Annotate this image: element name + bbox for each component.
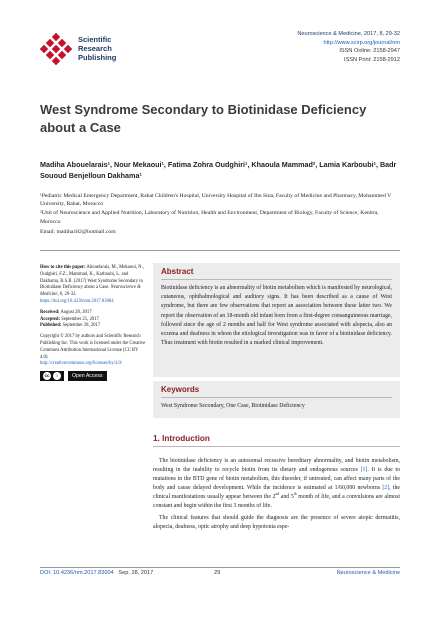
ordinal-superscript-2: th: [293, 492, 297, 497]
footer-doi[interactable]: DOI: 10.4236/nm.2017.83004: [40, 570, 114, 576]
ordinal-superscript-1: nd: [275, 492, 280, 497]
attribution-icon: i: [53, 372, 61, 380]
affiliation-1: ¹Pediatric Medical Emergency Department, Rabat Children's Hospital, University Hospital of Ibn Sina, Faculty of Medicine and Pharmacy, Mohammed V University, Rabat, Morocco: [40, 193, 392, 208]
affiliation-2: ²Unit of Neuroscience and Applied Nutrition, Laboratory of Nutrition, Health and Environment, Department of Biology, Faculty of Science, Kenitra, Morocco: [40, 210, 379, 225]
page-number: 29: [214, 570, 221, 576]
introduction-heading: 1. Introduction: [153, 434, 400, 447]
introduction-body: [153, 457, 400, 534]
keywords-box: [153, 381, 400, 418]
intro-text-1c: , the clinical manifestations usually appear between the 2: [153, 485, 401, 501]
publisher-name-line3: Publishing: [78, 53, 117, 62]
abstract-text: Biotinidase deficiency is an abnormality of biotin metabolism which is manifested by neurological, cutaneous, ophthalmological and auditory signs. It has been described as a cause of West syndrome, but there are few observations that report an association between these latter two. We report the observation of an 18-month old infant born from a first-degree consanguineous marriage, followed since the age of 2 months and half for West syndrome associated with alopecia, also an eczema and deafness in whom the etiological investigation was in favor of a biotinidase deficiency. Thus treatment with biotin resulted in a marked clinical improvement.: [161, 285, 392, 347]
copyright-text: Copyright © 2017 by authors and Scientific Research Publishing Inc. This work is licensed under the Creative Commons Attribution International License (CC BY 4.0).: [40, 334, 146, 360]
reference-link-2[interactable]: [2]: [382, 485, 390, 492]
publisher-name: [78, 35, 116, 62]
affiliations: [40, 192, 400, 237]
published-label: Published:: [40, 323, 62, 329]
title-divider: [40, 250, 400, 251]
received-date: August 28, 2017: [60, 309, 92, 315]
journal-url-link[interactable]: http://www.scirp.org/journal/nm: [323, 39, 400, 46]
publisher-name-line2: Research: [78, 44, 112, 53]
license-link[interactable]: http://creativecommons.org/licenses/by/4.0/: [40, 361, 123, 367]
citation-journal: Neuroscience & Medicine,: [40, 285, 141, 298]
footer-journal: Neuroscience & Medicine: [336, 570, 400, 576]
issn-online: ISSN Online: 2158-2947: [339, 48, 400, 55]
cc-icon: cc: [44, 373, 50, 379]
copyright-block: [40, 334, 148, 381]
dates-block: [40, 310, 148, 330]
author-list: Madiha Abouelarais¹, Nour Mekaoui¹, Fatima Zohra Oudghiri¹, Khaoula Mammad², Lamia Karboubi¹, Badr Sououd Benjelloun Dakhama¹: [40, 160, 397, 180]
citation-label: How to cite this paper:: [40, 265, 86, 270]
intro-text-1b: . It is due to mutations in the BTD gene of biotin metabolism, this disorder, if untreated, can affect many parts of the body and cause delayed development. While the incidence is estimated at 1/60,000 newborns: [153, 467, 400, 492]
footer-divider: [40, 567, 400, 568]
contact-email: Email: madiha182@hotmail.com: [40, 228, 116, 235]
abstract-heading: Abstract: [161, 267, 194, 276]
intro-paragraph-2: The clinical features that should guide the diagnosis are the presence of severe atopic dermatitis, alopecia, deafness, optic atrophy and deep hypotonia espe-: [153, 514, 400, 530]
intro-text-1a: The biotinidase deficiency is an autosomal recessive hereditary abnormality, and biotin metabolism, resulting in the inability to recycle biotin from its dietary and endogenous sources: [153, 458, 400, 474]
intro-text-1d: and 5: [279, 494, 294, 501]
open-access-badge: Open Access: [68, 371, 107, 381]
article-sidebar: [40, 265, 148, 385]
publisher-name-line1: Scientific: [78, 35, 112, 44]
reference-link-1[interactable]: [1]: [360, 467, 368, 474]
license-badges: [40, 371, 148, 381]
doi-link[interactable]: https://doi.org/10.4236/nm.2017.83004: [40, 298, 114, 304]
abstract-box: [153, 263, 400, 377]
publisher-logo: [40, 33, 74, 67]
accepted-label: Accepted:: [40, 316, 61, 322]
accepted-date: September 25, 2017: [61, 316, 99, 322]
journal-citation-line: Neuroscience & Medicine, 2017, 8, 29-32: [297, 31, 400, 37]
issn-print: ISSN Print: 2158-2912: [344, 56, 400, 63]
received-label: Received:: [40, 309, 60, 315]
footer-date: Sep. 28, 2017: [118, 570, 154, 576]
keywords-text: West Syndrome Secondary, One Case, Biotinidase Deficiency: [161, 403, 305, 409]
citation-volume: 8, 29-32.: [59, 292, 77, 298]
article-title: West Syndrome Secondary to Biotinidase Deficiency about a Case: [40, 102, 367, 135]
footer-doi-date: [40, 570, 153, 576]
published-date: September 28, 2017: [62, 323, 101, 329]
journal-header: [297, 30, 400, 64]
citation-text: Abouelarais, M., Mekaoui, N., Oudghiri, F.Z., Mammad, K., Karboubi, L. and Dakhama, B.S.B. (2017) West Syndrome Secondary to Biotinidase Deficiency about a Case.: [40, 265, 144, 291]
citation-block: [40, 265, 148, 306]
cc-by-badge[interactable]: [40, 371, 64, 381]
intro-paragraph-1: [153, 457, 400, 512]
keywords-heading: Keywords: [161, 385, 200, 394]
intro-text-1e: month of life, and a convulsions are almost constant and begin within the first 3 months of life.: [153, 494, 401, 510]
